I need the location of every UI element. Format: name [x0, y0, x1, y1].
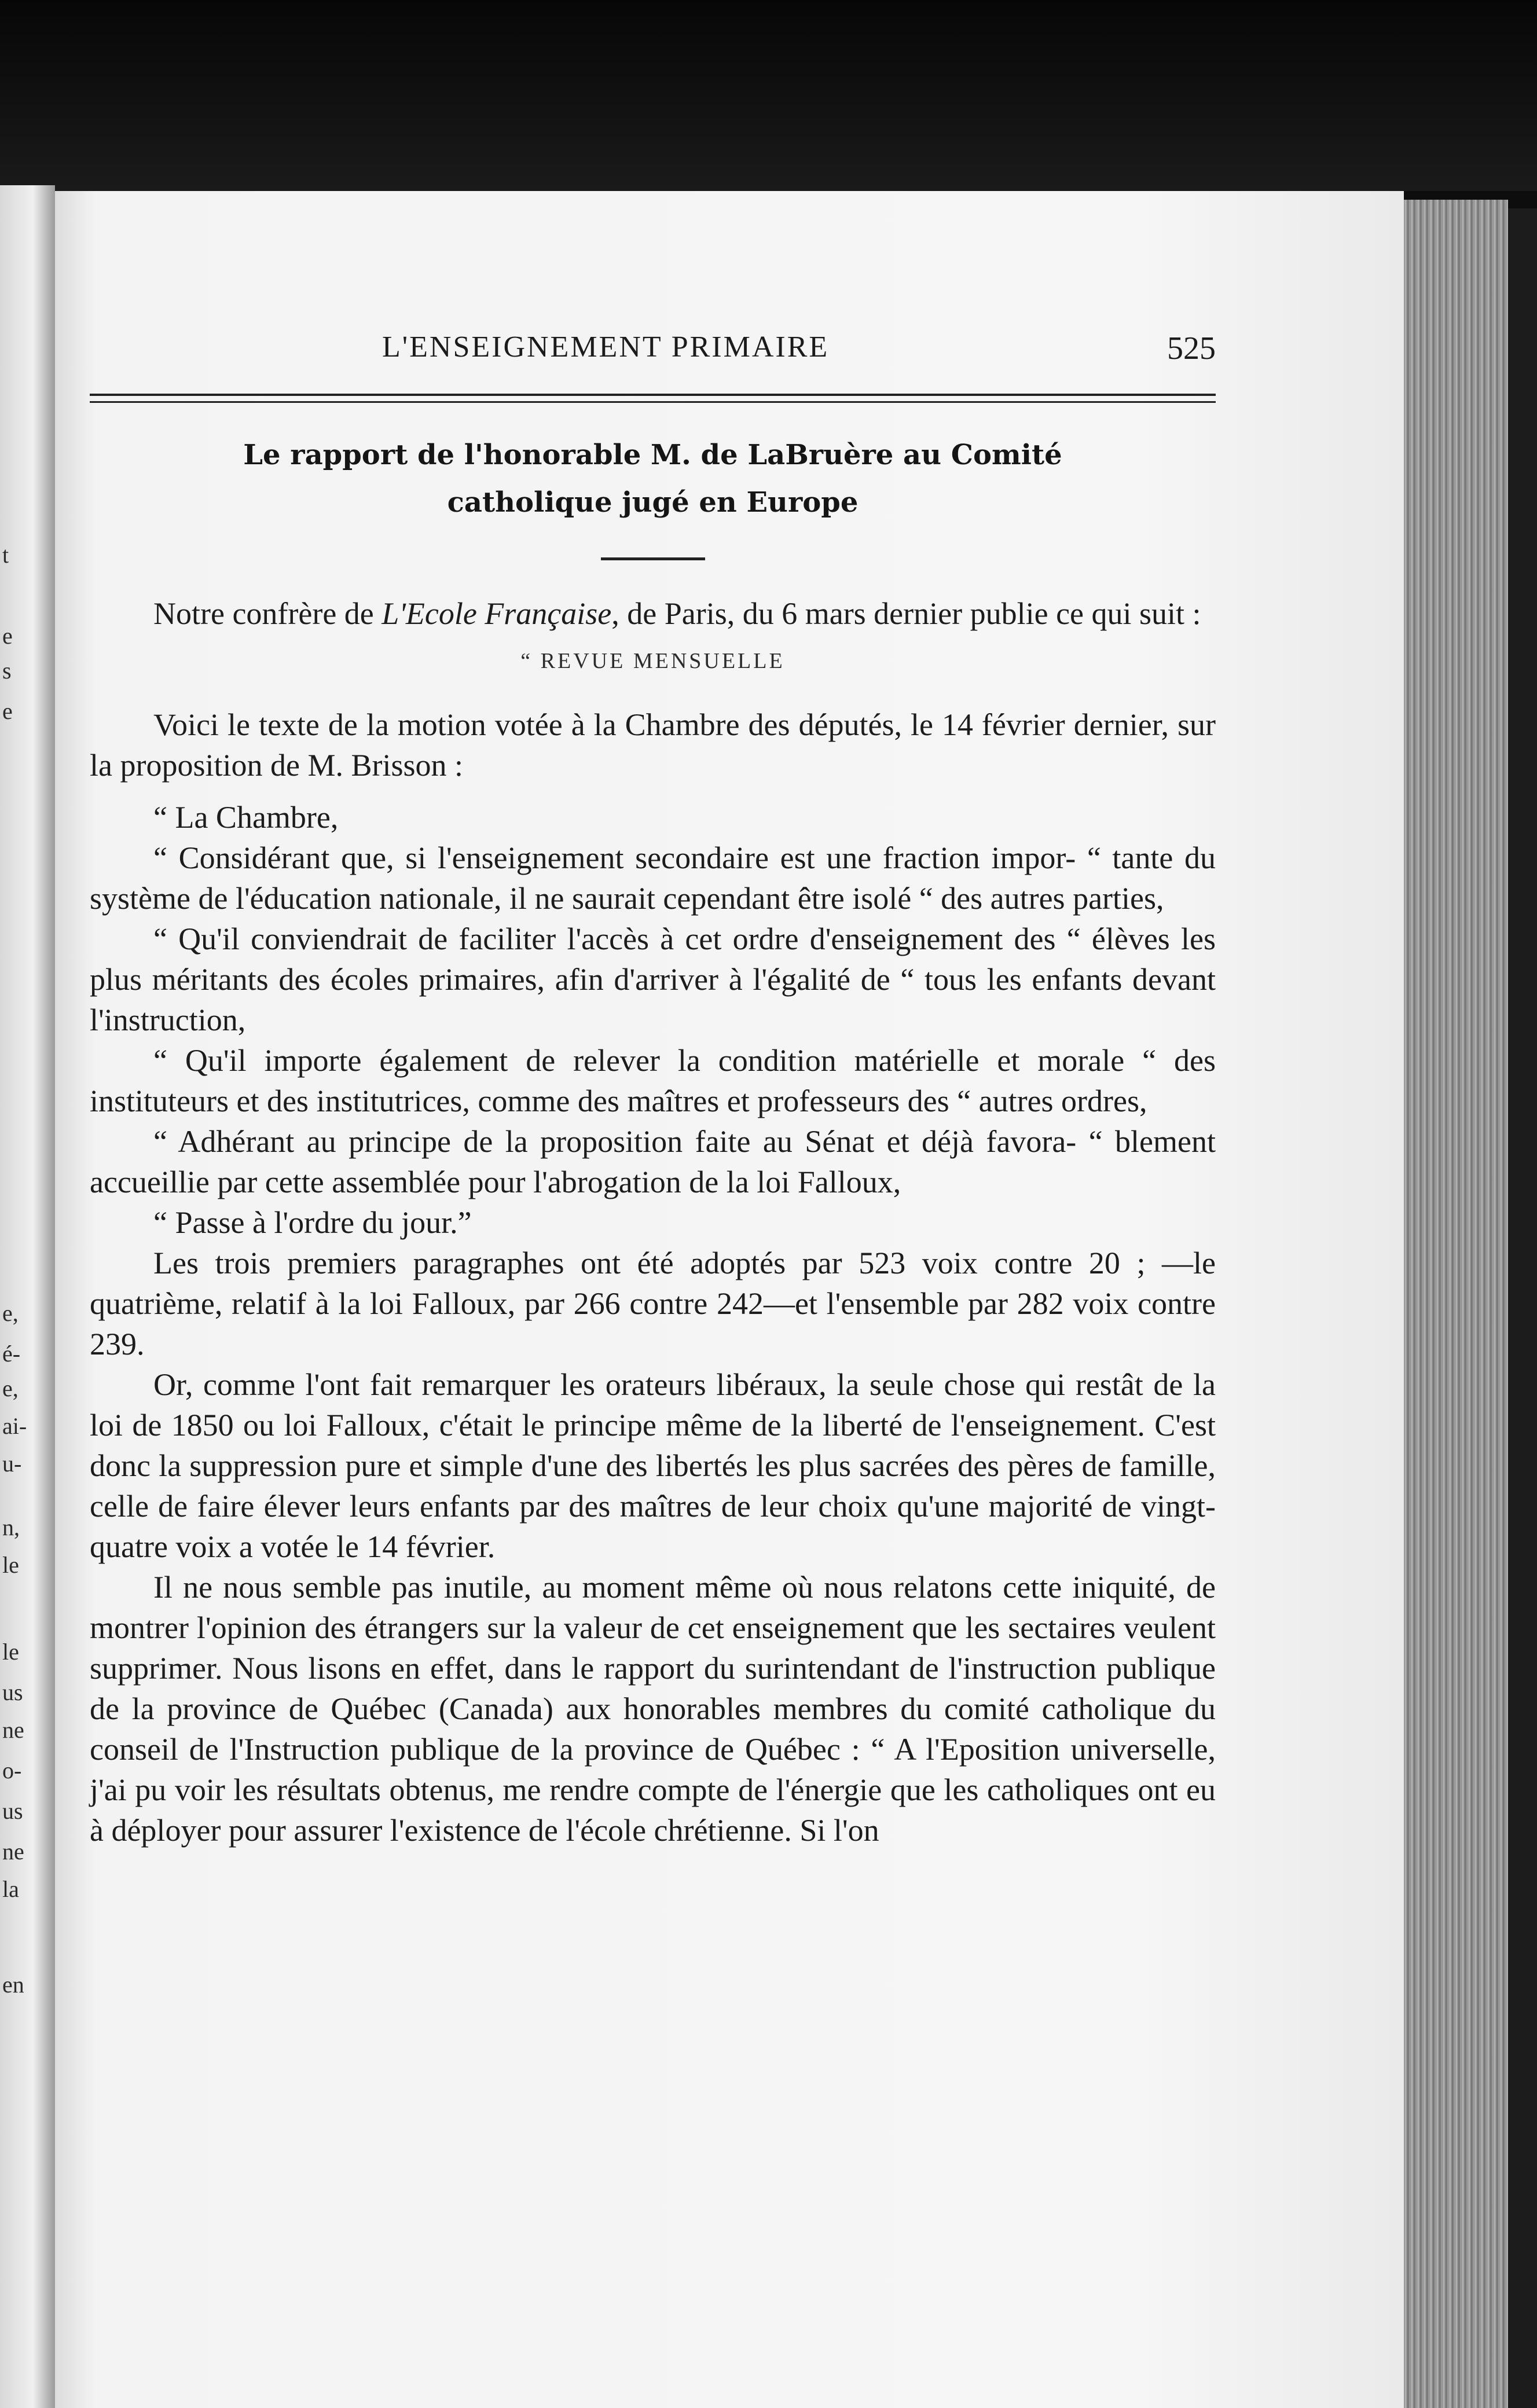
scan-background-top — [0, 0, 1537, 191]
facing-page-fragment: le — [2, 1552, 19, 1578]
facing-page-fragment: o- — [2, 1757, 22, 1783]
intro-text-before: Notre confrère de — [153, 596, 382, 631]
paragraph-spacer — [90, 785, 1216, 797]
page-stack-edge — [1404, 200, 1508, 2408]
intro-paragraph — [90, 593, 1216, 634]
article-title — [90, 431, 1216, 526]
section-subhead: “ REVUE MENSUELLE — [520, 649, 785, 673]
facing-page-fragment: la — [2, 1876, 19, 1902]
facing-page-fragment: us — [2, 1679, 23, 1705]
body-paragraph: Les trois premiers paragraphes ont été adoptés par 523 voix contre 20 ; —le quatrième, relatif à la loi Falloux, par 266 contre 242—et l'ensemble par 282 voix contre 239. — [90, 1246, 1216, 1361]
facing-page-fragment: é- — [2, 1341, 21, 1367]
facing-page-fragment: le — [2, 1639, 19, 1665]
facing-page-fragment: ne — [2, 1838, 24, 1864]
article-title-line-1: Le rapport de l'honorable M. de LaBruère au Comité — [243, 439, 1062, 471]
facing-page-fragment: ne — [2, 1717, 24, 1743]
facing-page-fragment: en — [2, 1972, 24, 1998]
body-paragraph: Il ne nous semble pas inutile, au moment même où nous relatons cette iniquité, de montrer l'opinion des étrangers sur la valeur de cet enseignement que les sectaires veulent supprimer. Nous lisons en effet, dans le rapport du surintendant de l'instruction publique de la province de Québec (Canada) aux honorables membres du comité catholique du conseil de l'Instruction publique de la province de Québec : “ A l'Eposition universelle, j'ai pu voir les résultats obtenus, me rendre compte de l'énergie que les catholiques ont eu à déployer pour assurer l'existence de l'école chrétienne. Si l'on — [90, 1570, 1216, 1848]
article-title-line-2: catholique jugé en Europe — [447, 486, 859, 519]
header-double-rule — [90, 394, 1216, 403]
facing-page-fragment: e — [2, 623, 13, 649]
facing-page-fragment: e, — [2, 1300, 19, 1326]
facing-page-fragment: ai- — [2, 1413, 27, 1439]
quoted-paragraph: “ Adhérant au principe de la proposition faite au Sénat et déjà favora- “ blement accueillie par cette assemblée pour l'abrogation de la loi Falloux, — [90, 1124, 1216, 1199]
page-header — [90, 318, 1216, 370]
page-number: 525 — [1167, 331, 1216, 366]
facing-page-fragment: e — [2, 698, 13, 724]
facing-page-fragment: n, — [2, 1514, 20, 1540]
facing-page-fragment: us — [2, 1798, 23, 1824]
facing-page-fragment: s — [2, 658, 12, 684]
facing-page-edge — [0, 185, 55, 2408]
article-body — [90, 593, 1216, 1851]
facing-page-fragment: e, — [2, 1375, 19, 1401]
journal-name: L'Ecole Française — [382, 596, 612, 631]
body-paragraph: Voici le texte de la motion votée à la Chambre des députés, le 14 février dernier, sur la proposition de M. Brisson : — [90, 707, 1216, 783]
body-paragraph: Or, comme l'ont fait remarquer les orateurs libéraux, la seule chose qui restât de la loi de 1850 ou loi Falloux, c'était le principe même de la liberté de l'enseignement. C'est donc la suppression pure et simple d'une des libertés les plus sacrées des pères de famille, celle de faire élever leurs enfants par des maîtres de leur choix qu'une majorité de vingt-quatre voix a votée le 14 février. — [90, 1367, 1216, 1564]
title-divider — [601, 557, 705, 560]
running-head: L'ENSEIGNEMENT PRIMAIRE — [382, 331, 830, 364]
facing-page-fragment: t — [2, 542, 9, 568]
quoted-paragraph: “ Passe à l'ordre du jour.” — [153, 1205, 472, 1240]
intro-text-after: , de Paris, du 6 mars dernier publie ce qui suit : — [611, 596, 1201, 631]
quoted-paragraph: “ Qu'il importe également de relever la condition matérielle et morale “ des instituteurs et des institutrices, comme des maîtres et professeurs des “ autres ordres, — [90, 1043, 1216, 1118]
quoted-paragraph: “ La Chambre, — [153, 800, 339, 835]
quoted-paragraph: “ Qu'il conviendrait de faciliter l'accès à cet ordre d'enseignement des “ élèves les plus méritants des écoles primaires, afin d'arriver à l'égalité de “ tous les enfants devant l'instruction, — [90, 922, 1216, 1037]
quoted-paragraph: “ Considérant que, si l'enseignement secondaire est une fraction impor- “ tante du système de l'éducation nationale, il ne saurait cependant être isolé “ des autres parties, — [90, 840, 1216, 916]
facing-page-fragment: u- — [2, 1451, 22, 1477]
scan-background-right — [1508, 208, 1537, 2408]
